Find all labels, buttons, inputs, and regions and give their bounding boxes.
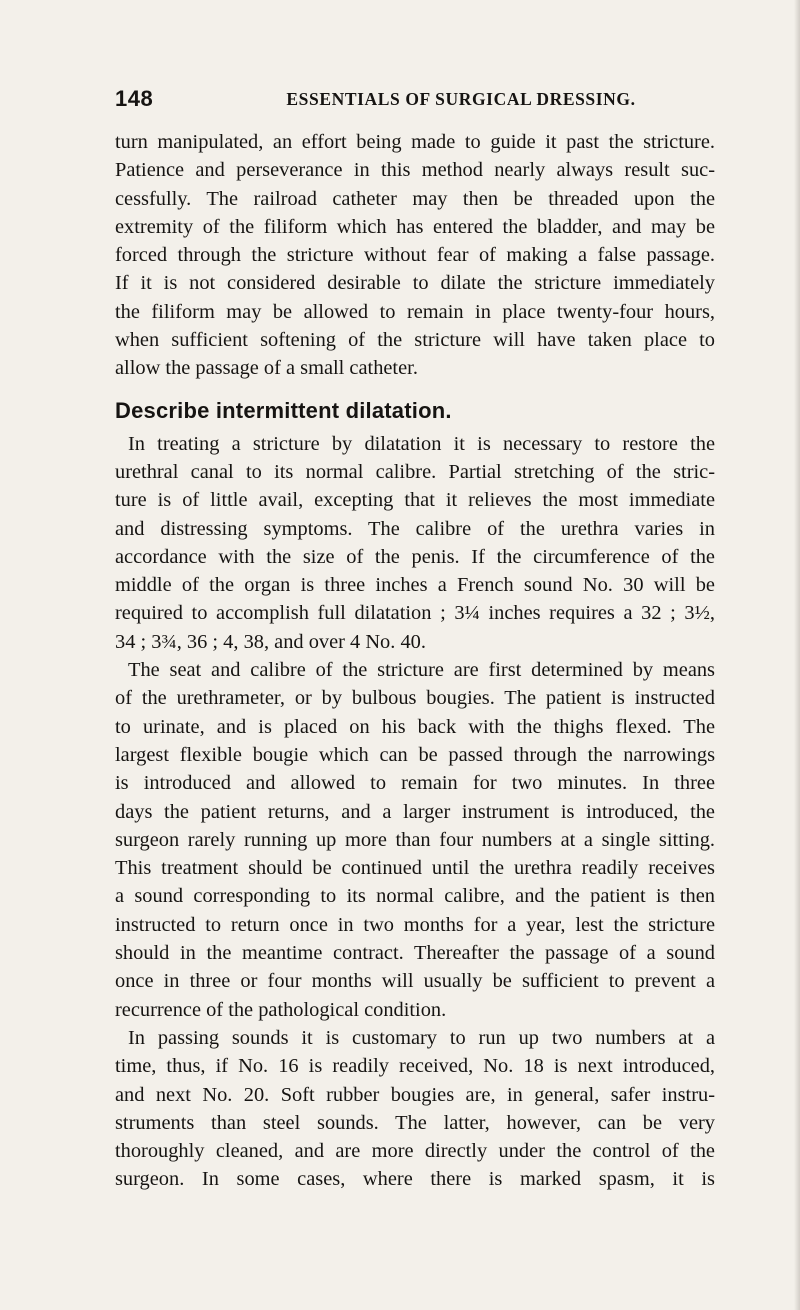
text-line: required to accomplish full dilatation ; 3¼ inches requires a 32 ; 3½,: [115, 602, 715, 625]
paragraph-3: [115, 656, 715, 1024]
text-line: once in three or four months will usually be sufficient to prevent a: [115, 970, 715, 993]
text-line: of the urethrameter, or by bulbous bougies. The patient is instructed: [115, 687, 715, 710]
text-line: recurrence of the pathological condition.: [115, 998, 447, 1021]
text-line: and distressing symptoms. The calibre of the urethra varies in: [115, 517, 715, 540]
text-line: middle of the organ is three inches a French sound No. 30 will be: [115, 574, 715, 597]
text-line: struments than steel sounds. The latter, however, can be very: [115, 1111, 715, 1134]
text-line: days the patient returns, and a larger instrument is introduced, the: [115, 800, 715, 823]
text-line: surgeon. In some cases, where there is marked spasm, it is: [115, 1168, 715, 1191]
text-line: time, thus, if No. 16 is readily received, No. 18 is next introduced,: [115, 1055, 715, 1078]
text-line: forced through the stricture without fear of making a false passage.: [115, 244, 715, 267]
section-heading: Describe intermittent dilatation.: [115, 397, 452, 423]
page-edge-shadow: [794, 0, 800, 1310]
text-line: cessfully. The railroad catheter may then be threaded upon the: [115, 187, 715, 210]
text-line: the filiform may be allowed to remain in place twenty-four hours,: [115, 300, 715, 323]
paragraph-4: [115, 1024, 715, 1194]
running-head: ESSENTIALS OF SURGICAL DRESSING.: [286, 89, 636, 109]
page-header: [115, 86, 715, 116]
text-line: a sound corresponding to its normal calibre, and the patient is then: [115, 885, 715, 908]
text-line: 34 ; 3¾, 36 ; 4, 38, and over 4 No. 40.: [115, 630, 426, 653]
text-line: accordance with the size of the penis. If the circumference of the: [115, 545, 715, 568]
text-line: allow the passage of a small catheter.: [115, 357, 418, 380]
text-line: and next No. 20. Soft rubber bougies are, in general, safer instru-: [115, 1083, 715, 1106]
text-line: The seat and calibre of the stricture are first determined by means: [128, 659, 715, 682]
text-line: turn manipulated, an effort being made to guide it past the stricture.: [115, 131, 715, 153]
text-line: ture is of little avail, excepting that it relieves the most immediate: [115, 489, 715, 512]
body-text: [115, 128, 715, 1194]
text-line: should in the meantime contract. Thereafter the passage of a sound: [115, 942, 715, 965]
text-line: This treatment should be continued until the urethra readily receives: [115, 857, 715, 880]
page-number: 148: [115, 86, 154, 111]
text-line: instructed to return once in two months for a year, lest the stricture: [115, 913, 715, 936]
text-line: to urinate, and is placed on his back with the thighs flexed. The: [115, 715, 715, 738]
paragraph-2: [115, 430, 715, 656]
text-line: Patience and perseverance in this method nearly always result suc-: [115, 159, 715, 182]
text-line: largest flexible bougie which can be passed through the narrowings: [115, 743, 715, 766]
text-line: when sufficient softening of the stricture will have taken place to: [115, 329, 715, 352]
text-line: urethral canal to its normal calibre. Partial stretching of the stric-: [115, 460, 715, 483]
text-line: extremity of the filiform which has entered the bladder, and may be: [115, 215, 715, 238]
paragraph-1: [115, 128, 715, 383]
text-line: If it is not considered desirable to dilate the stricture immediately: [115, 272, 715, 295]
text-line: In treating a stricture by dilatation it is necessary to restore the: [128, 432, 715, 455]
text-line: thoroughly cleaned, and are more directly under the control of the: [115, 1140, 715, 1163]
text-line: surgeon rarely running up more than four numbers at a single sitting.: [115, 828, 715, 851]
text-line: In passing sounds it is customary to run up two numbers at a: [128, 1026, 715, 1049]
text-line: is introduced and allowed to remain for two minutes. In three: [115, 772, 715, 795]
